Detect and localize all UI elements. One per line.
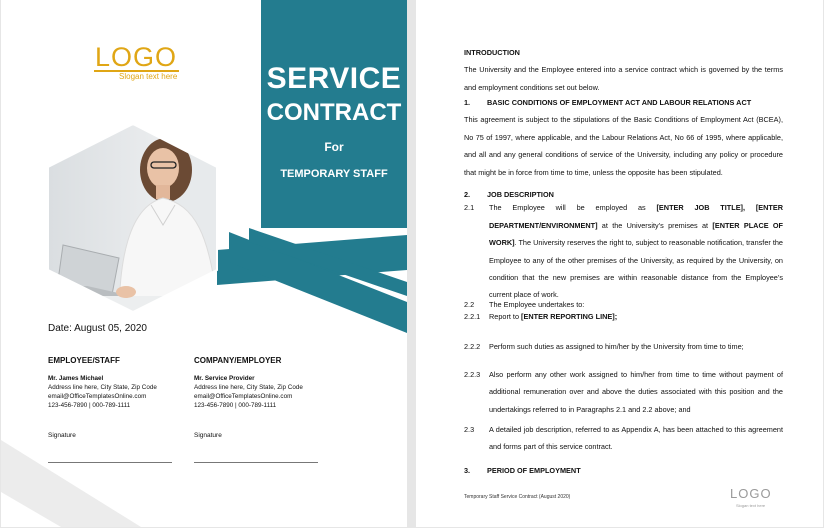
cover-page [1,0,407,527]
intro-text: The University and the Employee entered into a service contract which is governed by the terms and employment conditions set out below. [464,65,783,92]
clause-2-3-text: A detailed job description, referred to as Appendix A, has been attached to this agreement and forms part of this service contract. [489,425,783,452]
cover-date: Date: August 05, 2020 [48,323,147,334]
employee-address: Address line here, City State, Zip Code [48,384,157,391]
section-2-number: 2. [464,190,471,199]
section-1-number: 1. [464,98,471,107]
contract-page [416,0,823,527]
section-2 [464,186,783,304]
section-1-text: This agreement is subject to the stipulations of the Basic Conditions of Employment Act (BCEA), No 75 of 1997, where applicable, and the Labour Relations Act, No 66 of 1995, where applicable, and all and any general conditions of service of the University, including any policy or procedure that might be in force from time to time, unless the opposite has been stipulated. [464,115,783,177]
footer-logo: LOGO [730,486,772,501]
employer-email: email@OfficeTemplatesOnline.com [194,393,293,400]
clause-2-2-2 [464,338,783,355]
title-service: SERVICE [266,62,402,95]
clause-2-2-number: 2.2 [464,300,475,309]
clause-2-2-text: The Employee undertakes to: [489,300,585,309]
logo: LOGO [95,42,178,72]
employee-name: Mr. James Michael [48,375,104,382]
section-3-number: 3. [464,466,471,475]
page-footer: Temporary Staff Service Contract (August 2020) [464,494,571,500]
section-1 [464,94,783,181]
employer-address: Address line here, City State, Zip Code [194,384,303,391]
employee-signature-line [48,462,172,463]
employer-name: Mr. Service Provider [194,375,255,382]
clause-2-3 [464,421,783,456]
employer-signature-label: Signature [194,432,222,439]
clause-2-2-1-text: Report to [ENTER REPORTING LINE]; [489,312,618,322]
employee-signature-label: Signature [48,432,76,439]
section-3-heading: PERIOD OF EMPLOYMENT [487,466,581,475]
logo-slogan: Slogan text here [119,72,178,81]
employee-email: email@OfficeTemplatesOnline.com [48,393,147,400]
title-contract: CONTRACT [266,99,402,126]
grey-stripe [1,440,141,527]
clause-2-2-2-text: Perform such duties as assigned to him/her by the University from time to time; [489,342,744,351]
clause-2-2-1-number: 2.2.1 [464,312,481,322]
employer-heading: COMPANY/EMPLOYER [194,356,282,365]
clause-2-2 [464,296,783,326]
title-temporary-staff: TEMPORARY STAFF [280,168,388,180]
employer-signature-line [194,462,318,463]
footer-slogan: Slogan text here [736,503,766,508]
cover-photo [41,120,226,320]
clause-2-2-3 [464,366,783,418]
intro-heading: INTRODUCTION [464,48,520,57]
employee-heading: EMPLOYEE/STAFF [48,356,120,365]
section-2-heading: JOB DESCRIPTION [487,190,554,199]
employee-phone: 123-456-7890 | 000-789-1111 [48,402,131,409]
clause-2-2-2-number: 2.2.2 [464,342,481,351]
employer-phone: 123-456-7890 | 000-789-1111 [194,402,277,409]
section-1-heading: BASIC CONDITIONS OF EMPLOYMENT ACT AND LABOUR RELATIONS ACT [487,98,752,107]
clause-2-2-3-number: 2.2.3 [464,370,481,379]
clause-2-2-3-text: Also perform any other work assigned to him/her from time to time without payment of additional remuneration over and above the duties associated with this position and the undertakings referred to in Paragraphs 2.1 and 2.2 above; and [489,370,783,414]
section-3 [464,462,783,479]
introduction-section [464,44,783,96]
title-for: For [324,140,344,154]
clause-2-3-number: 2.3 [464,425,475,434]
clause-2-1-text: The Employee will be employed as [ENTER JOB TITLE], [ENTER DEPARTMENT/ENVIRONMENT] at the University’s premises at [ENTER PLACE OF WORK]. The University reserves the right to, subject to reasonable notification, transfer the Employee to any of the other premises of the University, as required by the University, on condition that the new premises are within reasonable distance from the Employee’s current place of work. [489,203,784,300]
clause-2-1-number: 2.1 [464,203,475,213]
